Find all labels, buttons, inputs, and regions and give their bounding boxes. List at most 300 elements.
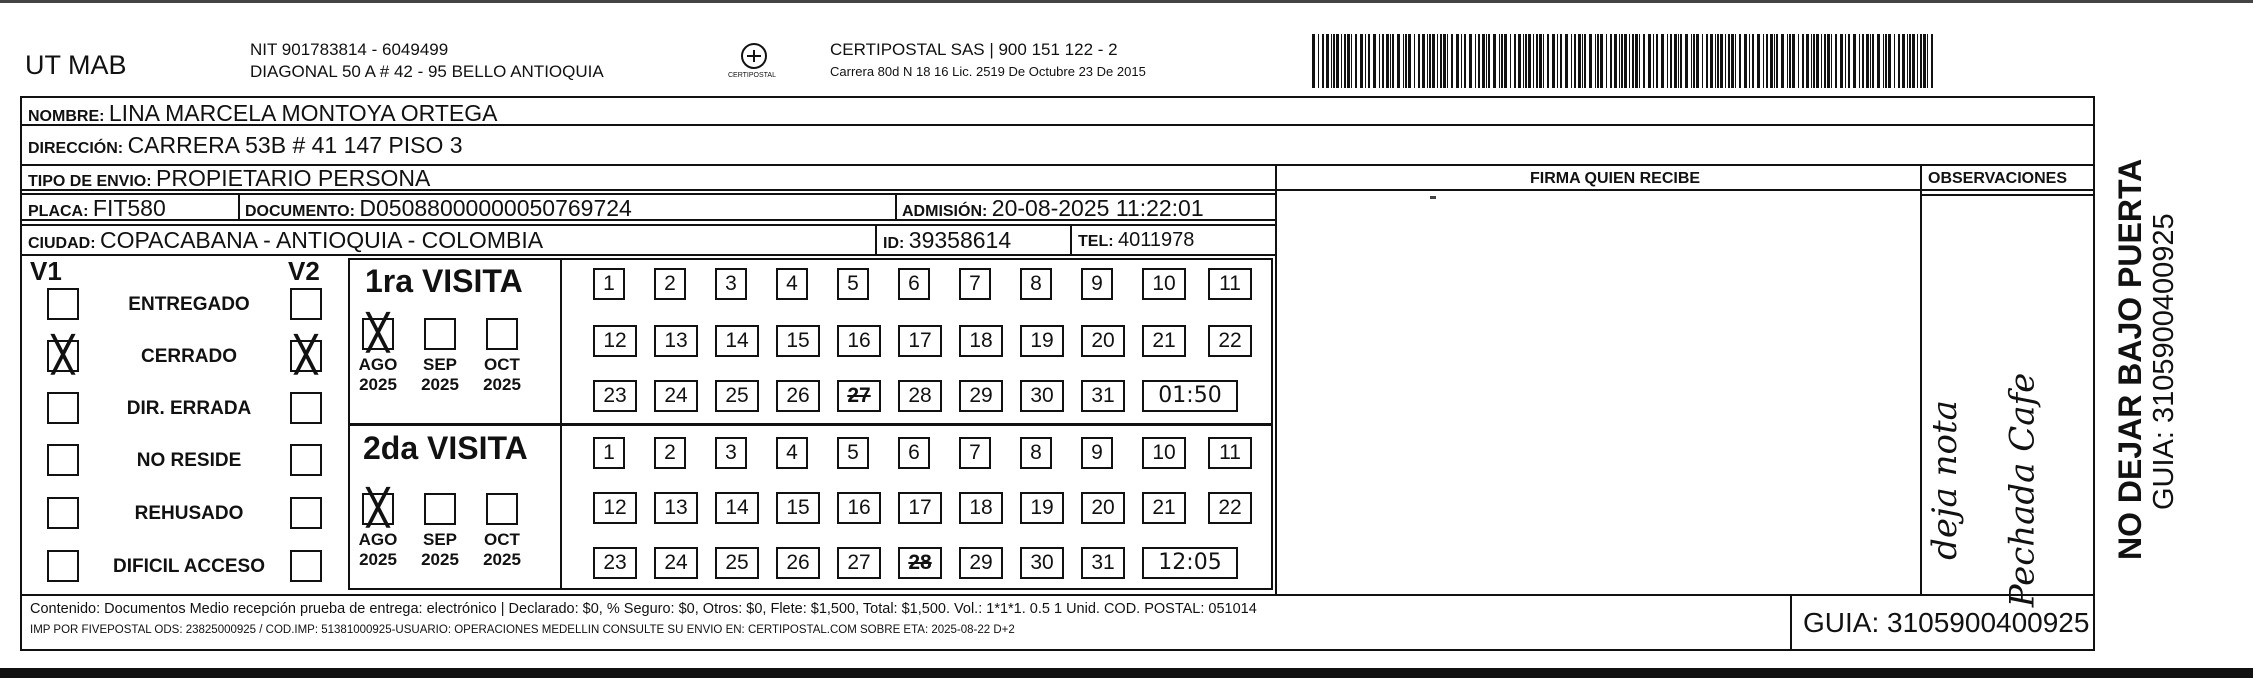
barcode-bar <box>1600 34 1603 88</box>
barcode-bar <box>1927 34 1928 88</box>
barcode-bar <box>1725 34 1726 88</box>
day-box[interactable]: 29 <box>959 380 1003 412</box>
barcode-bar <box>1574 34 1576 88</box>
barcode-bar <box>1606 34 1607 88</box>
barcode-bar <box>1533 34 1534 88</box>
barcode-bar <box>1414 34 1415 88</box>
barcode-bar <box>1678 34 1679 88</box>
barcode-bar <box>1691 34 1692 88</box>
admision-label: ADMISIÓN: <box>902 203 988 220</box>
day-box[interactable]: 13 <box>654 325 698 357</box>
v2-checkbox[interactable] <box>290 392 322 424</box>
barcode-bar <box>1824 34 1826 88</box>
barcode-bar <box>1931 34 1933 88</box>
barcode-bar <box>1514 34 1516 88</box>
day-box[interactable]: 23 <box>593 547 637 579</box>
ciudad-row <box>28 227 543 254</box>
day-box[interactable]: 10 <box>1142 268 1186 300</box>
status-option-label: REHUSADO <box>134 503 244 524</box>
v1-checkbox[interactable] <box>47 288 79 320</box>
barcode-bar <box>1437 34 1438 88</box>
year-label: 2025 <box>421 550 459 569</box>
barcode-bar <box>1840 34 1843 88</box>
barcode-bar <box>1831 34 1832 88</box>
logo-text: CERTIPOSTAL <box>728 72 776 79</box>
barcode-bar <box>1447 34 1448 88</box>
month-label: OCT <box>484 530 520 549</box>
barcode-bar <box>1715 34 1716 88</box>
day-box[interactable]: 29 <box>959 547 1003 579</box>
barcode-bar <box>1770 34 1773 88</box>
observations-handwriting <box>1924 300 2085 608</box>
status-option-label: DIFICIL ACCESO <box>112 556 265 577</box>
status-option-label: DIR. ERRADA <box>126 398 252 419</box>
day-box[interactable]: 16 <box>837 325 881 357</box>
day-box[interactable]: 16 <box>837 492 881 524</box>
day-box[interactable]: 23 <box>593 380 637 412</box>
direccion-value: CARRERA 53B # 41 147 PISO 3 <box>127 132 463 158</box>
v2-checkbox[interactable]: ╳ <box>290 340 322 372</box>
barcode-bar <box>1685 34 1688 88</box>
month-label: AGO <box>358 355 398 374</box>
barcode-bar <box>1667 34 1668 88</box>
admision-row <box>902 195 1204 222</box>
day-box[interactable]: 19 <box>1020 492 1064 524</box>
nombre-row <box>28 100 497 127</box>
divider <box>20 594 2095 596</box>
barcode-bar <box>1619 34 1620 88</box>
v1-checkbox[interactable] <box>47 444 79 476</box>
direccion-row <box>28 132 463 159</box>
barcode-bar <box>1621 34 1623 88</box>
barcode-bar <box>1539 34 1542 88</box>
day-box[interactable]: 21 <box>1142 325 1186 357</box>
barcode-bar <box>1883 34 1884 88</box>
barcode-bar <box>1318 34 1319 88</box>
day-box-marked[interactable]: 27 <box>837 380 881 412</box>
barcode-bar <box>1461 34 1462 88</box>
year-label: 2025 <box>483 550 521 569</box>
bottom-edge <box>0 668 2253 678</box>
day-box[interactable]: 2 <box>654 437 686 469</box>
day-box[interactable]: 27 <box>837 547 881 579</box>
v2-label: V2 <box>288 256 320 286</box>
barcode-bar <box>1552 34 1555 88</box>
barcode-bar <box>1811 34 1812 88</box>
v1-label: V1 <box>30 256 62 286</box>
day-box[interactable]: 9 <box>1081 268 1113 300</box>
day-box[interactable]: 30 <box>1020 380 1064 412</box>
barcode-bar <box>1610 34 1612 88</box>
barcode-bar <box>1379 34 1380 88</box>
first-visit-title: 1ra VISITA <box>365 263 523 299</box>
divider <box>875 225 877 255</box>
company-name: UT MAB <box>25 50 127 80</box>
barcode-bar <box>1653 34 1654 88</box>
barcode-bar <box>1866 34 1869 88</box>
day-box[interactable]: 14 <box>715 492 759 524</box>
barcode-bar <box>1341 34 1342 88</box>
barcode-bar <box>1488 34 1490 88</box>
day-box[interactable]: 13 <box>654 492 698 524</box>
barcode-bar <box>1877 34 1880 88</box>
barcode-bar <box>1680 34 1682 88</box>
barcode-bar <box>1486 34 1487 88</box>
courier-name: CERTIPOSTAL SAS | 900 151 122 - 2 <box>830 40 1118 59</box>
tipo-label: TIPO DE ENVIO: <box>28 173 152 190</box>
barcode-bar <box>1429 34 1431 88</box>
nombre-label: NOMBRE: <box>28 108 105 125</box>
day-box[interactable]: 12 <box>593 492 637 524</box>
day-box[interactable]: 4 <box>776 437 808 469</box>
divider <box>1790 595 1792 651</box>
firma-header: FIRMA QUIEN RECIBE <box>1530 170 1701 187</box>
day-box[interactable]: 12 <box>593 325 637 357</box>
month-caption <box>415 355 465 395</box>
footer-guia: GUIA: 3105900400925 <box>1803 607 2090 638</box>
month-checkbox[interactable] <box>486 493 518 525</box>
day-box[interactable]: 15 <box>776 325 820 357</box>
barcode-bar <box>1344 34 1346 88</box>
day-box[interactable]: 31 <box>1081 547 1125 579</box>
barcode-bar <box>1510 34 1511 88</box>
day-box[interactable]: 20 <box>1081 325 1125 357</box>
tipo-row <box>28 165 430 192</box>
barcode-bar <box>1757 34 1760 88</box>
barcode-bar <box>1478 34 1480 88</box>
year-label: 2025 <box>359 375 397 394</box>
barcode-bar <box>1894 34 1895 88</box>
barcode-bar <box>1331 34 1332 88</box>
month-checkbox[interactable] <box>424 493 456 525</box>
barcode-bar <box>1405 34 1407 88</box>
barcode-bar <box>1766 34 1768 88</box>
month-checkbox[interactable]: ╳ <box>362 493 394 525</box>
divider <box>895 194 897 220</box>
day-box[interactable]: 25 <box>715 547 759 579</box>
day-box[interactable]: 1 <box>593 268 625 300</box>
status-option-label: NO RESIDE <box>136 450 242 471</box>
barcode-bar <box>1624 34 1627 88</box>
barcode-bar <box>1392 34 1394 88</box>
day-box[interactable]: 4 <box>776 268 808 300</box>
barcode-bar <box>1523 34 1524 88</box>
id-value: 39358614 <box>908 227 1012 253</box>
v2-checkbox[interactable] <box>290 550 322 582</box>
barcode-bar <box>1870 34 1871 88</box>
barcode-bar <box>1859 34 1860 88</box>
barcode-bar <box>1917 34 1918 88</box>
day-box[interactable]: 10 <box>1142 437 1186 469</box>
barcode-bar <box>1752 34 1754 88</box>
barcode-bar <box>1774 34 1775 88</box>
barcode-bar <box>1802 34 1804 88</box>
barcode-bar <box>1909 34 1911 88</box>
barcode-bar <box>1408 34 1411 88</box>
documento-value: D05088000000050769724 <box>359 195 632 221</box>
barcode-bar <box>1806 34 1809 88</box>
barcode-bar <box>1749 34 1750 88</box>
barcode-bar <box>1543 34 1544 88</box>
placa-value: FIT580 <box>92 195 166 221</box>
barcode-bar <box>1898 34 1900 88</box>
handwritten-note-2: Pechada Cafe <box>2002 372 2043 608</box>
no-dejar-warning: NO DEJAR BAJO PUERTA <box>2112 158 2148 560</box>
barcode-bar <box>1351 34 1352 88</box>
barcode-bar <box>1373 34 1376 88</box>
day-box[interactable]: 3 <box>715 437 747 469</box>
month-caption <box>353 530 403 570</box>
v2-checkbox[interactable] <box>290 288 322 320</box>
day-box[interactable]: 5 <box>837 268 869 300</box>
barcode-bar <box>1739 34 1741 88</box>
barcode-bar <box>1816 34 1819 88</box>
month-caption <box>353 355 403 395</box>
barcode-bar <box>1336 34 1339 88</box>
barcode-bar <box>1907 34 1908 88</box>
barcode-bar <box>1920 34 1922 88</box>
day-box[interactable]: 22 <box>1208 325 1252 357</box>
barcode-bar <box>1547 34 1549 88</box>
barcode-bar <box>1902 34 1905 88</box>
visit-time-box[interactable]: 01:50 <box>1142 380 1238 412</box>
barcode-bar <box>1789 34 1791 88</box>
day-box[interactable]: 30 <box>1020 547 1064 579</box>
barcode-bar <box>1427 34 1428 88</box>
barcode-bar <box>1632 34 1634 88</box>
barcode-bar <box>1347 34 1350 88</box>
day-box[interactable]: 21 <box>1142 492 1186 524</box>
barcode-bar <box>1355 34 1357 88</box>
day-box[interactable]: 22 <box>1208 492 1252 524</box>
handwritten-note-1: deja nota <box>1924 400 1965 560</box>
status-option-label: ENTREGADO <box>128 294 250 315</box>
v2-checkbox[interactable] <box>290 444 322 476</box>
barcode-bar <box>1422 34 1425 88</box>
barcode-bar <box>1451 34 1453 88</box>
barcode-bar <box>1403 34 1404 88</box>
barcode-bar <box>1365 34 1366 88</box>
day-box[interactable]: 14 <box>715 325 759 357</box>
day-box[interactable]: 2 <box>654 268 686 300</box>
day-box[interactable]: 24 <box>654 547 698 579</box>
id-row <box>883 227 1011 254</box>
day-box[interactable]: 8 <box>1020 268 1052 300</box>
day-box[interactable]: 7 <box>959 437 991 469</box>
barcode-bar <box>1661 34 1664 88</box>
day-box[interactable]: 3 <box>715 268 747 300</box>
barcode-bar <box>1787 34 1788 88</box>
barcode-bar <box>1923 34 1926 88</box>
barcode-bar <box>1781 34 1784 88</box>
barcode-bar <box>1432 34 1435 88</box>
month-label: SEP <box>422 355 458 374</box>
month-caption <box>415 530 465 570</box>
barcode-bar <box>1475 34 1476 88</box>
company-address: DIAGONAL 50 A # 42 - 95 BELLO ANTIOQUIA <box>250 62 604 81</box>
tel-row <box>1078 229 1194 252</box>
day-box[interactable]: 17 <box>898 325 942 357</box>
day-box[interactable]: 18 <box>959 325 1003 357</box>
barcode-bar <box>1888 34 1891 88</box>
barcode-bar <box>1440 34 1442 88</box>
barcode-bar <box>1584 34 1586 88</box>
barcode-bar <box>1312 34 1315 88</box>
month-checkbox[interactable]: ╳ <box>362 318 394 350</box>
barcode-bar <box>1504 34 1507 88</box>
barcode-bar <box>1368 34 1370 88</box>
barcode-bar <box>1326 34 1329 88</box>
day-box[interactable]: 18 <box>959 492 1003 524</box>
placa-row <box>28 195 166 222</box>
barcode-bar <box>1885 34 1887 88</box>
tel-value: 4011978 <box>1118 229 1195 251</box>
barcode-bar <box>1582 34 1583 88</box>
divider <box>20 254 1275 256</box>
barcode-bar <box>1912 34 1915 88</box>
status-option-label: CERRADO <box>140 346 238 367</box>
barcode-bar <box>1597 34 1599 88</box>
divider <box>1275 164 1277 595</box>
id-label: ID: <box>883 235 905 252</box>
barcode-bar <box>1499 34 1500 88</box>
divider <box>1070 225 1072 255</box>
barcode-bar <box>1386 34 1389 88</box>
tipo-value: PROPIETARIO PERSONA <box>156 165 431 191</box>
scan-edge <box>0 0 2253 3</box>
barcode-bar <box>1763 34 1764 88</box>
barcode-bar <box>1397 34 1400 88</box>
day-box-marked[interactable]: 28 <box>898 547 942 579</box>
barcode-bar <box>1525 34 1527 88</box>
month-caption <box>477 355 527 395</box>
barcode-bar <box>1635 34 1638 88</box>
day-box[interactable]: 19 <box>1020 325 1064 357</box>
month-checkbox[interactable] <box>424 318 456 350</box>
barcode-bar <box>1518 34 1521 88</box>
direccion-label: DIRECCIÓN: <box>28 140 124 157</box>
day-box[interactable]: 26 <box>776 380 820 412</box>
barcode-bar <box>1595 34 1596 88</box>
day-box[interactable]: 6 <box>898 268 930 300</box>
day-box[interactable]: 25 <box>715 380 759 412</box>
day-box[interactable]: 11 <box>1208 437 1252 469</box>
year-label: 2025 <box>421 375 459 394</box>
barcode-bar <box>1853 34 1856 88</box>
barcode-bar <box>1696 34 1699 88</box>
day-box[interactable]: 31 <box>1081 380 1125 412</box>
barcode-bar <box>1493 34 1496 88</box>
day-box[interactable]: 28 <box>898 380 942 412</box>
nombre-value: LINA MARCELA MONTOYA ORTEGA <box>108 100 498 126</box>
barcode-bar <box>1798 34 1799 88</box>
day-box[interactable]: 6 <box>898 437 930 469</box>
barcode-bar <box>1848 34 1850 88</box>
barcode-bar <box>1827 34 1830 88</box>
barcode-bar <box>1501 34 1503 88</box>
barcode-bar <box>1536 34 1538 88</box>
barcode-bar <box>1744 34 1747 88</box>
month-label: OCT <box>484 355 520 374</box>
day-box[interactable]: 8 <box>1020 437 1052 469</box>
year-label: 2025 <box>359 550 397 569</box>
barcode-bar <box>1670 34 1672 88</box>
visit-time-box[interactable]: 12:05 <box>1142 547 1238 579</box>
day-box[interactable]: 15 <box>776 492 820 524</box>
divider <box>238 194 240 220</box>
documento-label: DOCUMENTO: <box>245 203 355 220</box>
ciudad-value: COPACABANA - ANTIOQUIA - COLOMBIA <box>100 227 544 253</box>
day-box[interactable]: 26 <box>776 547 820 579</box>
barcode-bar <box>1845 34 1846 88</box>
barcode-bar <box>1557 34 1558 88</box>
day-box[interactable]: 7 <box>959 268 991 300</box>
side-guia: GUIA: 3105900400925 <box>2148 213 2180 510</box>
day-box[interactable]: 9 <box>1081 437 1113 469</box>
barcode-bar <box>1333 34 1335 88</box>
day-box[interactable]: 11 <box>1208 268 1252 300</box>
barcode-bar <box>1482 34 1485 88</box>
barcode-bar <box>1728 34 1730 88</box>
divider <box>1920 164 1922 595</box>
divider <box>560 258 562 590</box>
barcode-bar <box>1717 34 1719 88</box>
company-nit: NIT 901783814 - 6049499 <box>250 40 449 59</box>
barcode-bar <box>1560 34 1562 88</box>
v1-checkbox[interactable]: ╳ <box>47 340 79 372</box>
divider <box>20 224 1275 226</box>
ink-dot <box>1430 196 1436 199</box>
footer-contenido: Contenido: Documentos Medio recepción prueba de entrega: electrónico | Declarado: $0, % Seguro: $0, Otros: $0, Flete: $1,500, Total: $1,500. Vol.: 1*1*1. 0.5 1 Unid. COD. POSTAL: 051014 <box>30 601 1257 617</box>
day-box[interactable]: 17 <box>898 492 942 524</box>
barcode-bar <box>1589 34 1592 88</box>
barcode-bar <box>1792 34 1795 88</box>
barcode-bar <box>1648 34 1651 88</box>
barcode-bar <box>1322 34 1324 88</box>
barcode-bar <box>1835 34 1837 88</box>
day-box[interactable]: 24 <box>654 380 698 412</box>
v1-checkbox[interactable] <box>47 392 79 424</box>
barcode-bar <box>1776 34 1778 88</box>
month-label: AGO <box>358 530 398 549</box>
v2-checkbox[interactable] <box>290 497 322 529</box>
barcode-bar <box>1813 34 1815 88</box>
barcode-bar <box>1360 34 1363 88</box>
barcode-bar <box>1674 34 1677 88</box>
barcode-bar <box>1720 34 1723 88</box>
placa-label: PLACA: <box>28 203 89 220</box>
ciudad-label: CIUDAD: <box>28 235 96 252</box>
v1-checkbox[interactable] <box>47 497 79 529</box>
admision-value: 20-08-2025 11:22:01 <box>991 195 1204 221</box>
day-box[interactable]: 5 <box>837 437 869 469</box>
year-label: 2025 <box>483 375 521 394</box>
barcode-bar <box>1578 34 1581 88</box>
month-checkbox[interactable] <box>486 318 518 350</box>
observaciones-header: OBSERVACIONES <box>1928 170 2067 187</box>
month-caption <box>477 530 527 570</box>
barcode-bar <box>1731 34 1734 88</box>
barcode-bar <box>1862 34 1864 88</box>
courier-license: Carrera 80d N 18 16 Lic. 2519 De Octubre 23 De 2015 <box>830 64 1146 79</box>
barcode-bar <box>1706 34 1708 88</box>
day-box[interactable]: 20 <box>1081 492 1125 524</box>
tel-label: TEL: <box>1078 233 1114 250</box>
day-box[interactable]: 1 <box>593 437 625 469</box>
barcode-bar <box>1821 34 1822 88</box>
footer-imp: IMP POR FIVEPOSTAL ODS: 23825000925 / COD.IMP: 51381000925-USUARIO: OPERACIONES MEDELLIN CONSULTE SU ENVIO EN: CERTIPOSTAL.COM SOBRE ETA: 2025-08-22 D+2 <box>30 624 1015 636</box>
v1-checkbox[interactable] <box>47 550 79 582</box>
